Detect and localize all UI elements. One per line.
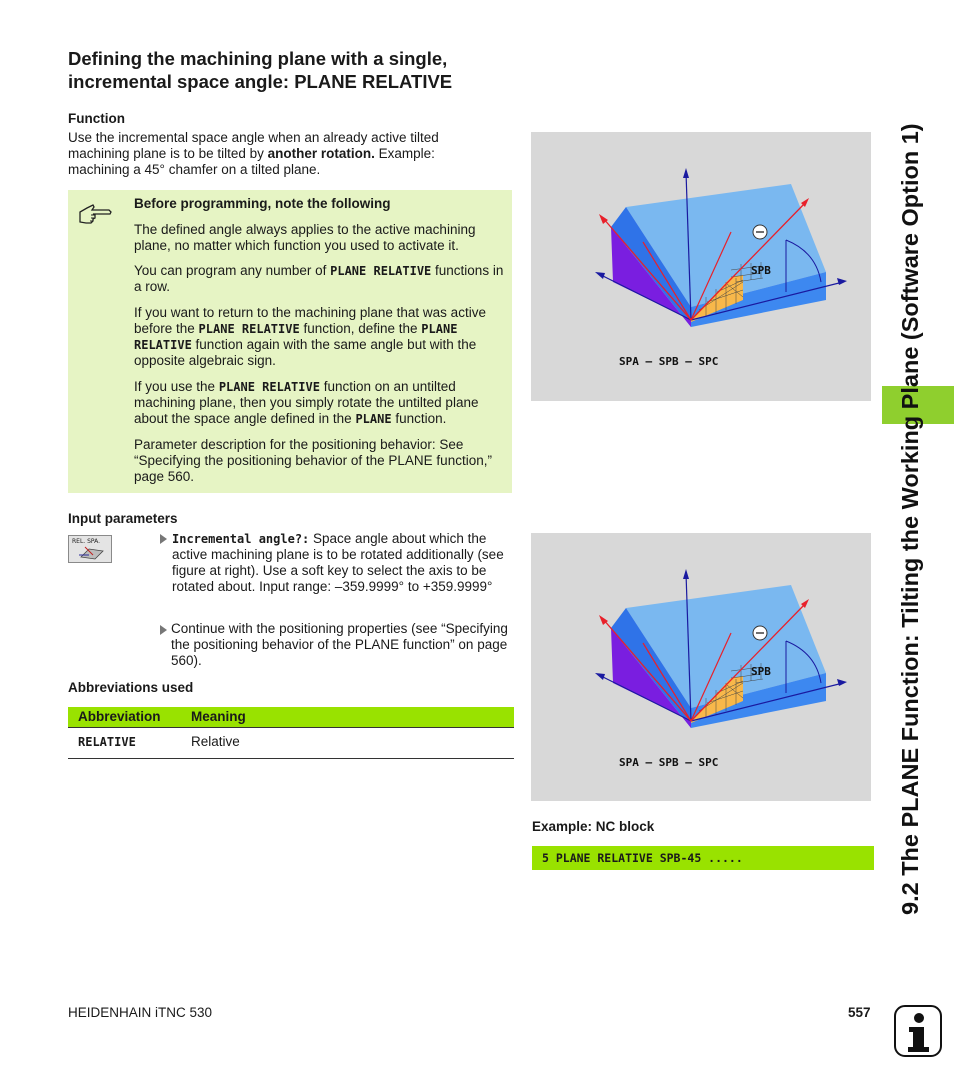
figure-tilted-plane-1: [531, 132, 871, 401]
note-heading: Before programming, note the following: [134, 196, 391, 211]
footer-product: HEIDENHAIN iTNC 530: [68, 1005, 213, 1020]
abbreviations-table-header: [68, 707, 514, 727]
function-heading: Function: [68, 111, 125, 126]
table-row: [68, 727, 514, 759]
note-box: [68, 190, 512, 493]
note-paragraph-4: If you use the PLANE RELATIVE function on an untilted machining plane, then you simply rotate the untilted plane about the space angle defined in the PLANE function.: [134, 379, 479, 426]
chapter-side-title: 9.2 The PLANE Function: Tilting the Working Plane (Software Option 1): [897, 123, 923, 915]
note-paragraph-3: If you want to return to the machining plane that was active before the PLANE RELATIVE function, define the PLANE RELATIVE function again with the same angle but with the opposite algebraic sign.: [134, 305, 486, 368]
rel-spa-softkey[interactable]: REL. SPA.: [68, 535, 112, 563]
note-paragraph-5: Parameter description for the positioning behavior: See “Specifying the positioning behavior of the PLANE function,” page 560.: [134, 437, 492, 484]
bullet-arrow-icon: [160, 625, 167, 635]
nc-block: [532, 846, 874, 870]
page-number: 557: [848, 1005, 871, 1020]
angle-label: SPB: [751, 665, 771, 678]
example-heading: Example: NC block: [532, 819, 655, 834]
table-cell-abbreviation: RELATIVE: [78, 735, 136, 749]
nc-code: 5 PLANE RELATIVE SPB-45 .....: [542, 851, 743, 865]
note-paragraph-1: The defined angle always applies to the active machining plane, no matter which function you used to activate it.: [134, 222, 476, 253]
formula-label: SPA – SPB – SPC: [619, 756, 719, 769]
pointing-hand-icon: [78, 202, 112, 226]
info-icon: [894, 1005, 942, 1057]
input-item-continue: Continue with the positioning properties (see “Specifying the positioning behavior of the PLANE function” on page 560).: [171, 621, 508, 668]
abbreviations-heading: Abbreviations used: [68, 680, 194, 695]
column-header-abbreviation: Abbreviation: [78, 709, 161, 724]
note-paragraph-2: You can program any number of PLANE RELATIVE functions in a row.: [134, 263, 504, 294]
tilted-plane-diagram: [531, 132, 871, 401]
plane-rotate-icon: [75, 545, 107, 561]
figure-tilted-plane-2: [531, 533, 871, 801]
input-item-incremental-angle: Incremental angle?: Space angle about which the active machining plane is to be rotated additionally (see figure at right). Use a soft key to select the axis to be rotated about. Input range: –359.9999° to +359.9999°: [172, 531, 504, 594]
tilted-plane-diagram: [531, 533, 871, 801]
table-cell-meaning: Relative: [191, 734, 240, 749]
bullet-arrow-icon: [160, 534, 167, 544]
input-parameters-heading: Input parameters: [68, 511, 178, 526]
formula-label: SPA – SPB – SPC: [619, 355, 719, 368]
page-title: Defining the machining plane with a single, incremental space angle: PLANE RELATIVE: [68, 48, 453, 92]
column-header-meaning: Meaning: [191, 709, 246, 724]
function-paragraph: Use the incremental space angle when an already active tilted machining plane is to be tilted by another rotation. Example: machining a 45° chamfer on a tilted plane.: [68, 130, 439, 177]
angle-label: SPB: [751, 264, 771, 277]
